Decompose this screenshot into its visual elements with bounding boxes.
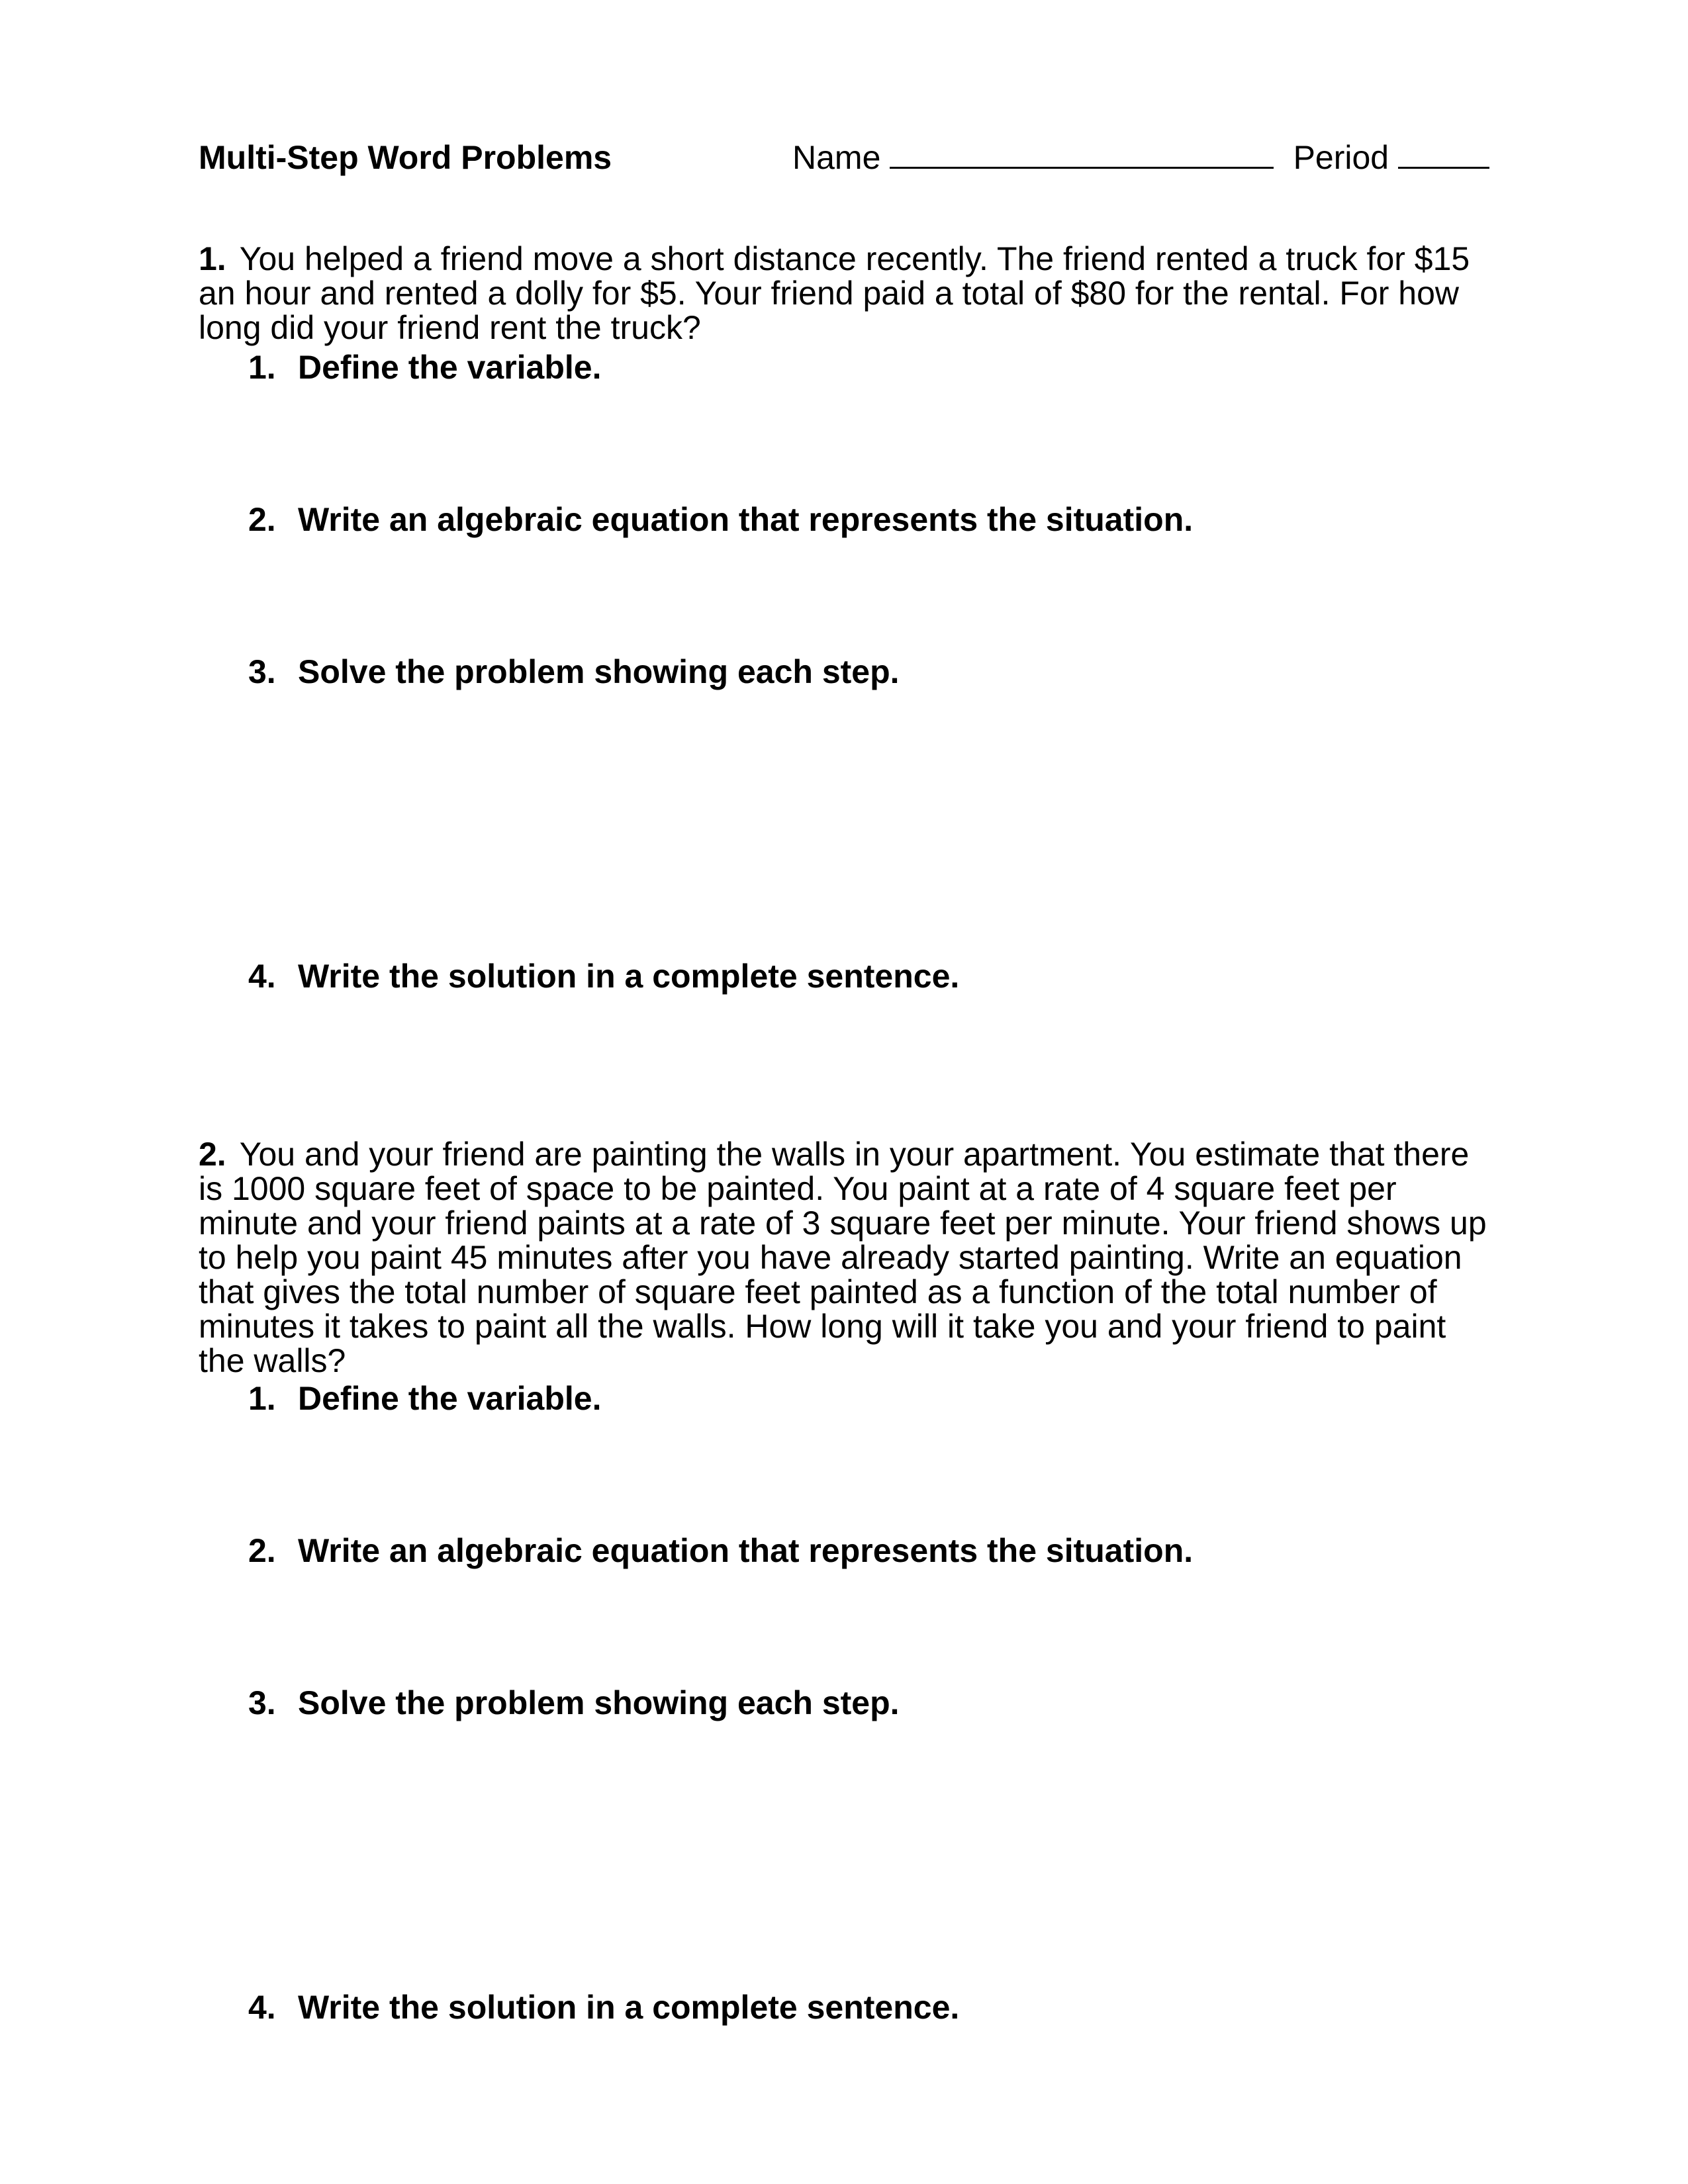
step-label: Define the variable. xyxy=(298,349,602,386)
period-blank[interactable] xyxy=(1398,138,1489,169)
worksheet-header xyxy=(199,138,1489,177)
step-define-variable xyxy=(248,1379,602,1418)
step-solve xyxy=(248,1683,900,1723)
step-label: Define the variable. xyxy=(298,1380,602,1417)
period-field xyxy=(1293,138,1489,177)
problem-statement xyxy=(199,242,1489,345)
worksheet-title: Multi-Step Word Problems xyxy=(199,139,612,176)
step-number: 2. xyxy=(248,1532,276,1569)
step-label: Solve the problem showing each step. xyxy=(298,653,900,690)
problem-text: You and your friend are painting the walls in your apartment. You estimate that there is 1000 square feet of space to be painted. You paint at a rate of 4 square feet per minute and your friend paints at a rate of 3 square feet per minute. Your friend shows up to help you paint 45 minutes after you have already started painting. Write an equation that gives the total number of square feet painted as a function of the total number of minutes it takes to paint all the walls. How long will it take you and your friend to paint the walls? xyxy=(199,1136,1487,1379)
step-number: 2. xyxy=(248,501,276,538)
problem-1 xyxy=(199,240,1489,995)
step-label: Write the solution in a complete sentence. xyxy=(298,1989,960,2026)
step-solution-sentence xyxy=(248,956,959,996)
step-number: 4. xyxy=(248,1989,276,2026)
step-number: 3. xyxy=(248,1684,276,1721)
step-solve xyxy=(248,652,900,692)
step-label: Write the solution in a complete sentence. xyxy=(298,958,960,995)
period-label: Period xyxy=(1293,139,1389,176)
step-label: Write an algebraic equation that represents the situation. xyxy=(298,501,1194,538)
step-number: 1. xyxy=(248,349,276,386)
problem-number: 2. xyxy=(199,1136,226,1173)
problem-2 xyxy=(199,1136,1489,2026)
problem-number: 1. xyxy=(199,240,226,277)
name-field xyxy=(792,138,1274,177)
step-write-equation xyxy=(248,500,1193,539)
problem-text: You helped a friend move a short distance recently. The friend rented a truck for $15 an hour and rented a dolly for $5. Your friend paid a total of $80 for the rental. For how long did your friend rent the truck? xyxy=(199,240,1470,346)
step-define-variable xyxy=(248,347,602,387)
step-label: Write an algebraic equation that represents the situation. xyxy=(298,1532,1194,1569)
name-label: Name xyxy=(792,139,881,176)
step-number: 4. xyxy=(248,958,276,995)
step-solution-sentence xyxy=(248,1987,959,2027)
problem-statement xyxy=(199,1137,1489,1378)
name-blank[interactable] xyxy=(890,138,1274,169)
step-write-equation xyxy=(248,1531,1193,1570)
step-label: Solve the problem showing each step. xyxy=(298,1684,900,1721)
step-number: 3. xyxy=(248,653,276,690)
step-number: 1. xyxy=(248,1380,276,1417)
